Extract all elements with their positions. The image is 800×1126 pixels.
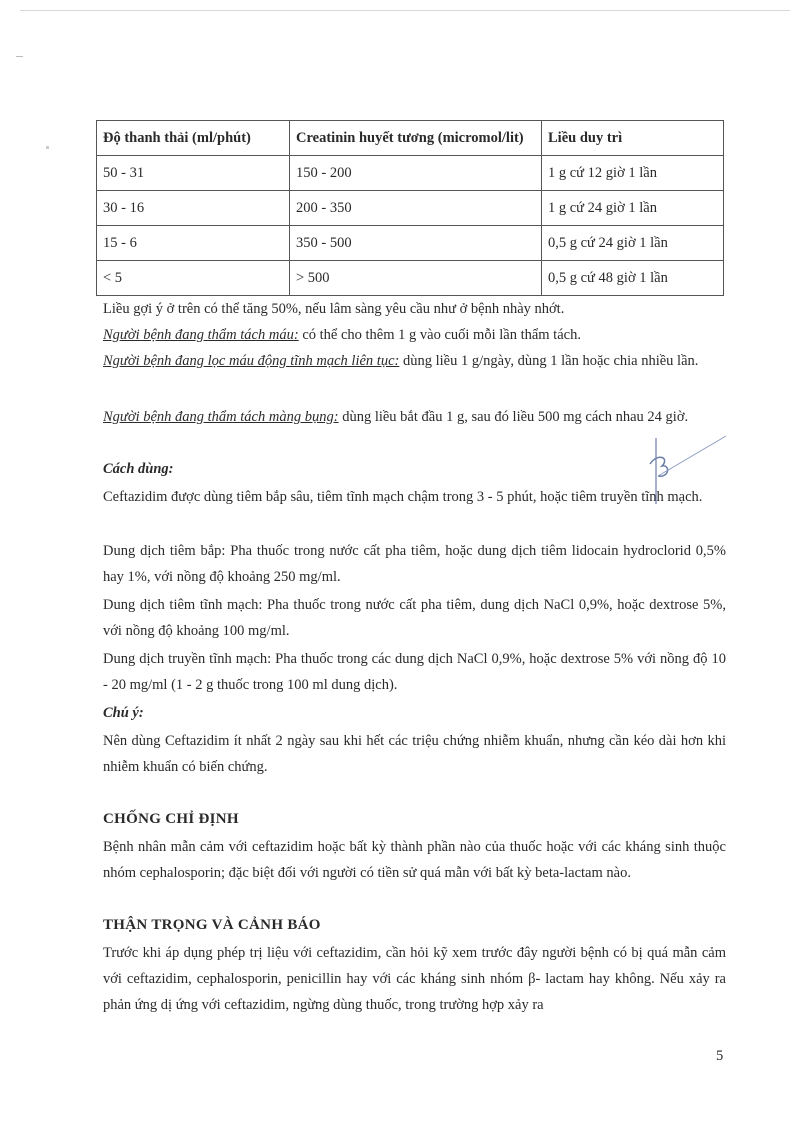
- page-number: 5: [716, 1048, 724, 1064]
- hemofiltration-text: dùng liều 1 g/ngày, dùng 1 lần hoặc chia nhiều lần.: [399, 353, 699, 369]
- precautions-paragraph: Trước khi áp dụng phép trị liệu với ceftazidim, cần hỏi kỹ xem trước đây người bệnh có bị quá mẫn cảm với ceftazidim, cephalosporin, penicillin hay với các kháng sinh nhóm β- lactam hay không. Nếu xảy ra phản ứng dị ứng với ceftazidim, ngừng dùng thuốc, trong trường hợp xảy ra: [103, 945, 726, 1013]
- table-cell: < 5: [97, 261, 290, 296]
- usage-heading: Cách dùng:: [103, 461, 174, 477]
- precautions-heading: THẬN TRỌNG VÀ CẢNH BÁO: [103, 917, 321, 933]
- hemofiltration-label: Người bệnh đang lọc máu động tĩnh mạch liên tục:: [103, 353, 400, 369]
- table-cell: 15 - 6: [97, 226, 290, 261]
- table-cell: 30 - 16: [97, 191, 290, 226]
- hemodialysis-text: có thể cho thêm 1 g vào cuối mỗi lần thẩm tách.: [298, 327, 581, 343]
- scan-mark: [16, 56, 23, 57]
- dose-adjustment-note: Liều gợi ý ở trên có thể tăng 50%, nếu lâm sàng yêu cầu như ở bệnh nhày nhớt.: [103, 301, 565, 317]
- scan-mark: [46, 146, 49, 149]
- iv-solution-paragraph: Dung dịch tiêm tĩnh mạch: Pha thuốc trong nước cất pha tiêm, dung dịch NaCl 0,9%, hoặc dextrose 5%, với nồng độ khoảng 100 mg/ml.: [103, 597, 726, 639]
- table-row: [97, 226, 724, 261]
- note-paragraph: Nên dùng Ceftazidim ít nhất 2 ngày sau khi hết các triệu chứng nhiễm khuẩn, nhưng cần kéo dài hơn khi nhiễm khuẩn có biến chứng.: [103, 733, 726, 775]
- column-header: Creatinin huyết tương (micromol/lit): [290, 121, 542, 156]
- table-row: [97, 191, 724, 226]
- peritoneal-dialysis-note: [103, 404, 726, 430]
- hemodialysis-note: [103, 322, 726, 348]
- dosing-table: [96, 120, 724, 296]
- signature-mark: [640, 434, 730, 504]
- scan-edge-line: [20, 10, 790, 11]
- im-solution-paragraph: Dung dịch tiêm bắp: Pha thuốc trong nước cất pha tiêm, hoặc dung dịch tiêm lidocain hydroclorid 0,5% hay 1%, với nồng độ khoảng 250 mg/ml.: [103, 543, 726, 585]
- hemodialysis-label: Người bệnh đang thẩm tách máu:: [103, 327, 299, 343]
- table-row: [97, 156, 724, 191]
- note-heading: Chú ý:: [103, 705, 144, 721]
- contraindications-heading: CHỐNG CHỈ ĐỊNH: [103, 811, 239, 827]
- table-header-row: [97, 121, 724, 156]
- peritoneal-label: Người bệnh đang thẩm tách màng bụng:: [103, 409, 339, 425]
- table-cell: 150 - 200: [290, 156, 542, 191]
- infusion-solution-paragraph: Dung dịch truyền tĩnh mạch: Pha thuốc trong các dung dịch NaCl 0,9%, hoặc dextrose 5% với nồng độ 10 - 20 mg/ml (1 - 2 g thuốc trong 100 ml dung dịch).: [103, 651, 726, 693]
- table-cell: 0,5 g cứ 24 giờ 1 lần: [542, 226, 724, 261]
- contraindications-paragraph: Bệnh nhân mẫn cảm với ceftazidim hoặc bất kỳ thành phần nào của thuốc hoặc với các kháng sinh thuộc nhóm cephalosporin; đặc biệt đối với người có tiền sử quá mẫn với bất kỳ beta-lactam nào.: [103, 839, 726, 881]
- table-cell: 0,5 g cứ 48 giờ 1 lần: [542, 261, 724, 296]
- table-cell: 200 - 350: [290, 191, 542, 226]
- table-cell: > 500: [290, 261, 542, 296]
- peritoneal-text: dùng liều bắt đầu 1 g, sau đó liều 500 mg cách nhau 24 giờ.: [338, 409, 689, 425]
- usage-paragraph: Ceftazidim được dùng tiêm bắp sâu, tiêm tĩnh mạch chậm trong 3 - 5 phút, hoặc tiêm truyền tĩnh mạch.: [103, 489, 703, 505]
- table-cell: 350 - 500: [290, 226, 542, 261]
- table-cell: 1 g cứ 24 giờ 1 lần: [542, 191, 724, 226]
- table-cell: 50 - 31: [97, 156, 290, 191]
- table-row: [97, 261, 724, 296]
- column-header: Liều duy trì: [542, 121, 724, 156]
- table-cell: 1 g cứ 12 giờ 1 lần: [542, 156, 724, 191]
- continuous-hemofiltration-note: [103, 348, 726, 374]
- column-header: Độ thanh thải (ml/phút): [97, 121, 290, 156]
